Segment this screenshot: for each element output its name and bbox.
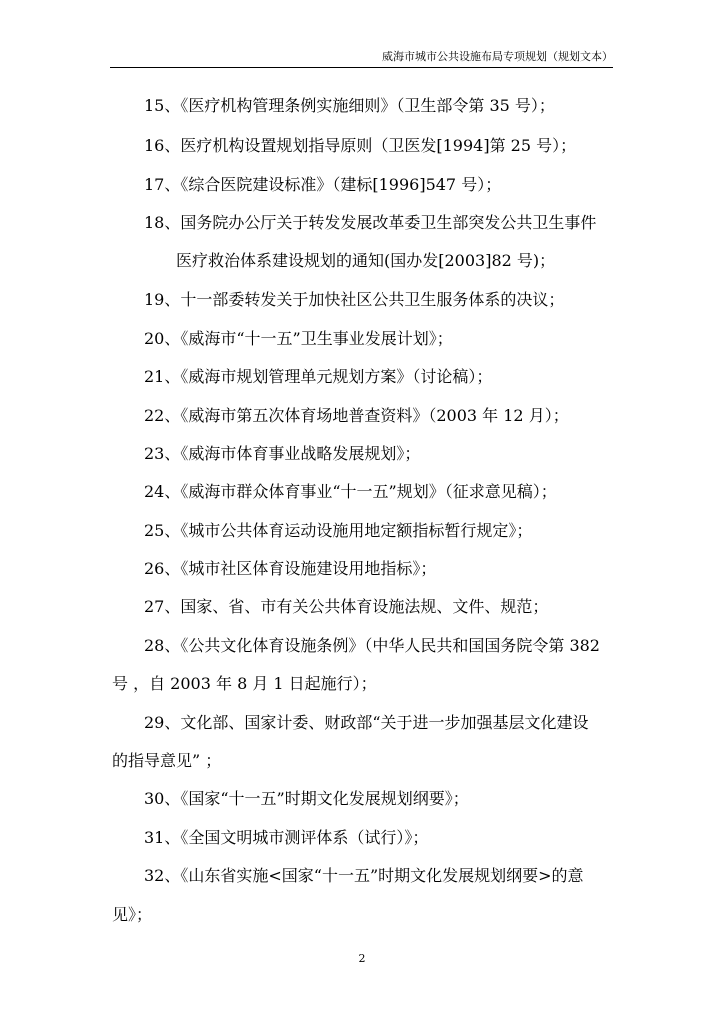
page-number: 2 [358, 952, 366, 965]
list-item: 28、《公共文化体育设施条例》（中华人民共和国国务院令第 382 [144, 636, 600, 655]
list-item: 25、《城市公共体育运动设施用地定额指标暂行规定》； [144, 521, 533, 540]
list-item: 30、《国家“十一五”时期文化发展规划纲要》； [144, 789, 469, 808]
header-rule [110, 67, 613, 68]
list-item: 29、文化部、国家计委、财政部“关于进一步加强基层文化建设 [144, 713, 589, 732]
list-item-continuation: 的指导意见” ； [112, 751, 222, 770]
list-item: 19、十一部委转发关于加快社区公共卫生服务体系的决议； [144, 290, 565, 309]
list-item: 22、《威海市第五次体育场地普查资料》（2003 年 12 月）； [144, 406, 569, 425]
page-header: 威海市城市公共设施布局专项规划（规划文本） [382, 50, 613, 63]
list-item: 23、《威海市体育事业战略发展规划》； [144, 444, 421, 463]
list-item: 32、《山东省实施<国家“十一五”时期文化发展规划纲要>的意 [144, 866, 584, 885]
list-item: 17、《综合医院建设标准》（建标[1996]547 号）； [144, 175, 502, 194]
list-item: 26、《城市社区体育设施建设用地指标》； [144, 559, 437, 578]
list-item: 18、国务院办公厅关于转发发展改革委卫生部突发公共卫生事件 [144, 213, 597, 232]
list-item-continuation: 见》； [112, 905, 153, 924]
list-item: 31、《全国文明城市测评体系（试行）》； [144, 828, 429, 847]
list-item-continuation: 号 ，自 2003 年 8 月 1 日起施行）； [112, 674, 377, 693]
list-item-continuation: 医疗救治体系建设规划的通知(国办发[2003]82 号)； [176, 251, 556, 270]
list-item: 20、《威海市“十一五”卫生事业发展计划》； [144, 329, 453, 348]
list-item: 24、《威海市群众体育事业“十一五”规划》（征求意见稿）； [144, 482, 557, 501]
list-item: 16、医疗机构设置规划指导原则（卫医发[1994]第 25 号）； [144, 136, 577, 155]
list-item: 27、国家、省、市有关公共体育设施法规、文件、规范； [144, 597, 549, 616]
list-item: 15、《医疗机构管理条例实施细则》（卫生部令第 35 号）； [144, 96, 555, 115]
list-item: 21、《威海市规划管理单元规划方案》（讨论稿）； [144, 367, 493, 386]
